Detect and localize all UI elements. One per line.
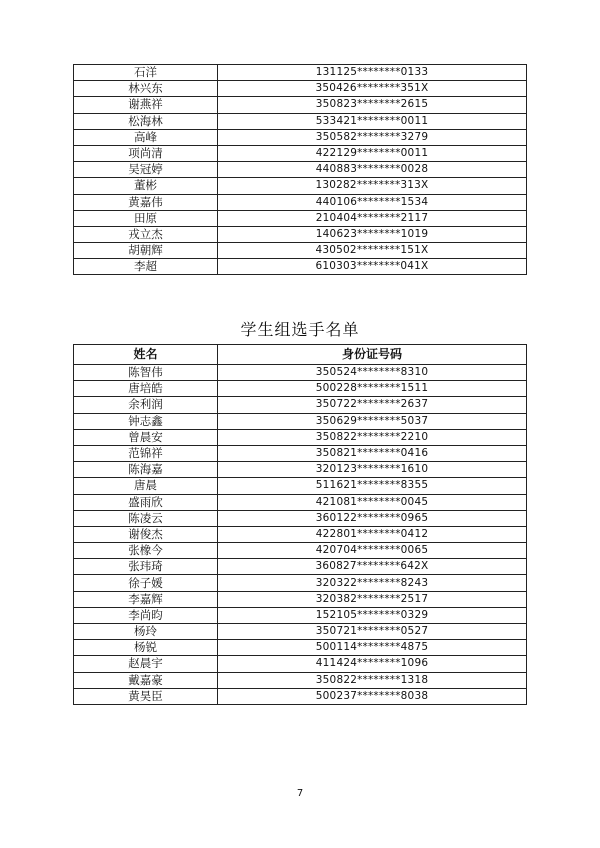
name-cell: 吴冠婷 bbox=[74, 162, 218, 178]
table-header bbox=[74, 345, 527, 365]
table-row bbox=[74, 210, 527, 226]
id-number-cell: 210404********2117 bbox=[218, 210, 527, 226]
id-number-cell: 511621********8355 bbox=[218, 478, 527, 494]
table-row bbox=[74, 672, 527, 688]
id-number-cell: 610303********041X bbox=[218, 259, 527, 275]
id-number-cell: 350821********0416 bbox=[218, 445, 527, 461]
table-row bbox=[74, 259, 527, 275]
id-number-cell: 533421********0011 bbox=[218, 113, 527, 129]
name-cell: 陈凌云 bbox=[74, 510, 218, 526]
table-row bbox=[74, 462, 527, 478]
table-row bbox=[74, 478, 527, 494]
name-cell: 谢燕祥 bbox=[74, 97, 218, 113]
name-cell: 杨锐 bbox=[74, 640, 218, 656]
table-row bbox=[74, 113, 527, 129]
name-cell: 范锦祥 bbox=[74, 445, 218, 461]
table-row bbox=[74, 445, 527, 461]
name-cell: 高峰 bbox=[74, 129, 218, 145]
name-cell: 张橡今 bbox=[74, 543, 218, 559]
table-row bbox=[74, 624, 527, 640]
name-cell: 李超 bbox=[74, 259, 218, 275]
table-row bbox=[74, 129, 527, 145]
table-row bbox=[74, 226, 527, 242]
id-number-cell: 350629********5037 bbox=[218, 413, 527, 429]
id-number-cell: 422801********0412 bbox=[218, 526, 527, 542]
id-number-cell: 350582********3279 bbox=[218, 129, 527, 145]
name-cell: 戴嘉豪 bbox=[74, 672, 218, 688]
table-row bbox=[74, 526, 527, 542]
table-row bbox=[74, 194, 527, 210]
name-cell: 林兴东 bbox=[74, 81, 218, 97]
name-cell: 唐晨 bbox=[74, 478, 218, 494]
name-cell: 董彬 bbox=[74, 178, 218, 194]
table-row bbox=[74, 607, 527, 623]
id-number-cell: 130282********313X bbox=[218, 178, 527, 194]
table-row bbox=[74, 145, 527, 161]
id-number-cell: 500228********1511 bbox=[218, 381, 527, 397]
name-cell: 石洋 bbox=[74, 65, 218, 81]
id-number-cell: 420704********0065 bbox=[218, 543, 527, 559]
table-row bbox=[74, 591, 527, 607]
id-number-cell: 320123********1610 bbox=[218, 462, 527, 478]
name-cell: 谢俊杰 bbox=[74, 526, 218, 542]
table-row bbox=[74, 243, 527, 259]
name-cell: 张玮琦 bbox=[74, 559, 218, 575]
id-number-cell: 360122********0965 bbox=[218, 510, 527, 526]
id-number-cell: 350823********2615 bbox=[218, 97, 527, 113]
table-row bbox=[74, 429, 527, 445]
id-number-cell: 320322********8243 bbox=[218, 575, 527, 591]
name-cell: 赵晨宇 bbox=[74, 656, 218, 672]
name-cell: 戎立杰 bbox=[74, 226, 218, 242]
table-row bbox=[74, 81, 527, 97]
name-cell: 黄嘉伟 bbox=[74, 194, 218, 210]
id-number-cell: 421081********0045 bbox=[218, 494, 527, 510]
table-row bbox=[74, 575, 527, 591]
id-number-cell: 320382********2517 bbox=[218, 591, 527, 607]
table-row bbox=[74, 640, 527, 656]
id-number-cell: 411424********1096 bbox=[218, 656, 527, 672]
id-number-cell: 350822********1318 bbox=[218, 672, 527, 688]
page-number: 7 bbox=[296, 788, 304, 799]
id-number-cell: 350524********8310 bbox=[218, 365, 527, 381]
table-row bbox=[74, 656, 527, 672]
id-number-cell: 350822********2210 bbox=[218, 429, 527, 445]
section-title: 学生组选手名单 bbox=[240, 320, 360, 339]
table-row bbox=[74, 397, 527, 413]
id-number-cell: 500237********8038 bbox=[218, 688, 527, 704]
id-number-cell: 440106********1534 bbox=[218, 194, 527, 210]
name-cell: 杨玲 bbox=[74, 624, 218, 640]
name-cell: 李尚昀 bbox=[74, 607, 218, 623]
student-roster-table bbox=[73, 344, 527, 705]
table-row bbox=[74, 413, 527, 429]
id-number-cell: 430502********151X bbox=[218, 243, 527, 259]
id-number-cell: 131125********0133 bbox=[218, 65, 527, 81]
table-body bbox=[74, 65, 527, 275]
table-row bbox=[74, 381, 527, 397]
id-number-cell: 360827********642X bbox=[218, 559, 527, 575]
header-id-number: 身份证号码 bbox=[218, 345, 527, 365]
table-row bbox=[74, 494, 527, 510]
id-number-cell: 350426********351X bbox=[218, 81, 527, 97]
table-body bbox=[74, 365, 527, 705]
name-cell: 钟志鑫 bbox=[74, 413, 218, 429]
name-cell: 曾晨安 bbox=[74, 429, 218, 445]
table-row bbox=[74, 178, 527, 194]
name-cell: 余利润 bbox=[74, 397, 218, 413]
name-cell: 盛雨欣 bbox=[74, 494, 218, 510]
header-name: 姓名 bbox=[74, 345, 218, 365]
id-number-cell: 350722********2637 bbox=[218, 397, 527, 413]
name-cell: 唐培皓 bbox=[74, 381, 218, 397]
table-row bbox=[74, 543, 527, 559]
table-row bbox=[74, 65, 527, 81]
name-cell: 胡朝辉 bbox=[74, 243, 218, 259]
name-cell: 松海林 bbox=[74, 113, 218, 129]
id-number-cell: 440883********0028 bbox=[218, 162, 527, 178]
athlete-table-continued bbox=[73, 64, 527, 275]
id-number-cell: 140623********1019 bbox=[218, 226, 527, 242]
name-cell: 黄昊臣 bbox=[74, 688, 218, 704]
table-row bbox=[74, 162, 527, 178]
table-row bbox=[74, 510, 527, 526]
id-number-cell: 500114********4875 bbox=[218, 640, 527, 656]
id-number-cell: 152105********0329 bbox=[218, 607, 527, 623]
name-cell: 田原 bbox=[74, 210, 218, 226]
header-row bbox=[74, 345, 527, 365]
name-cell: 陈海嘉 bbox=[74, 462, 218, 478]
table-row bbox=[74, 688, 527, 704]
name-cell: 李嘉辉 bbox=[74, 591, 218, 607]
name-cell: 陈智伟 bbox=[74, 365, 218, 381]
table-row bbox=[74, 559, 527, 575]
table-row bbox=[74, 97, 527, 113]
name-cell: 徐子媛 bbox=[74, 575, 218, 591]
id-number-cell: 350721********0527 bbox=[218, 624, 527, 640]
id-number-cell: 422129********0011 bbox=[218, 145, 527, 161]
name-cell: 项尚清 bbox=[74, 145, 218, 161]
table-row bbox=[74, 365, 527, 381]
